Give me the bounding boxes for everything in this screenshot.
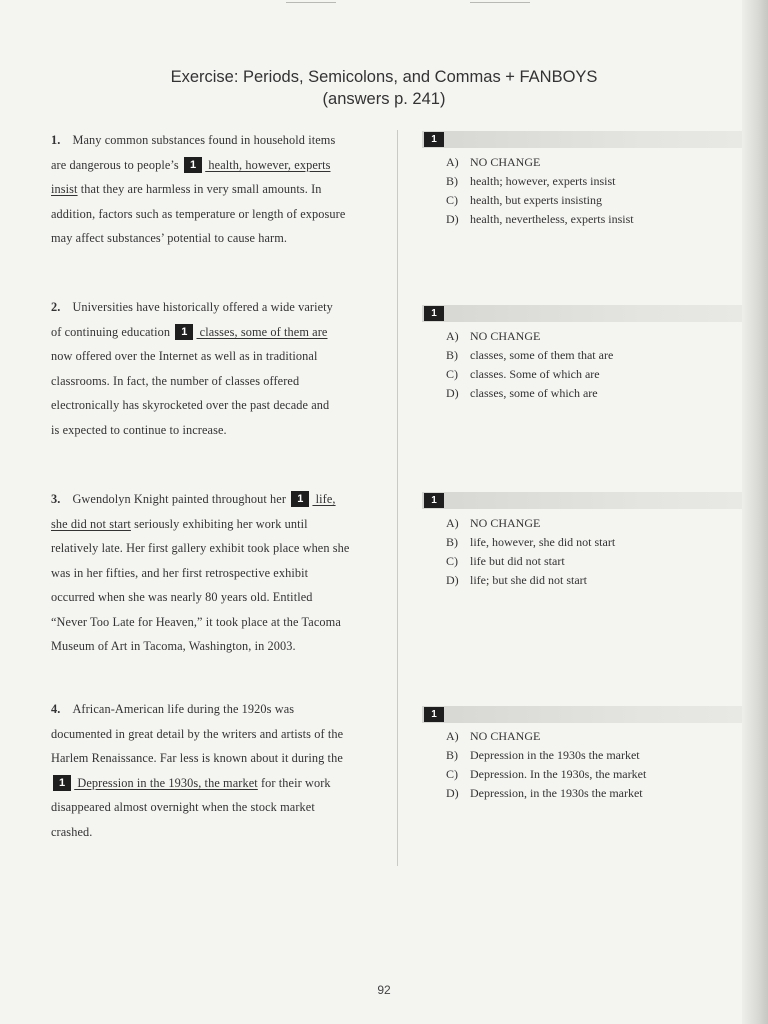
passage-line <box>51 369 381 394</box>
choice-letter: D) <box>446 573 459 587</box>
passage-text: Many common substances found in household items <box>72 133 336 147</box>
answer-choice[interactable] <box>446 191 736 210</box>
answer-choice[interactable] <box>446 552 736 571</box>
answer-header-bar <box>422 305 742 322</box>
page-title-line-1: Exercise: Periods, Semicolons, and Commas + FANBOYS <box>170 68 598 86</box>
choice-text: health, but experts insisting <box>470 193 602 207</box>
choice-letter: A) <box>446 155 459 169</box>
passage-line <box>51 202 381 227</box>
passage-line <box>51 487 381 512</box>
answer-choice[interactable] <box>446 533 736 552</box>
answer-choice[interactable] <box>446 727 736 746</box>
choice-letter: D) <box>446 786 459 800</box>
passage-line <box>51 128 381 153</box>
page-title-line-2: (answers p. 241) <box>322 90 446 108</box>
choice-text: classes, some of them that are <box>470 348 614 362</box>
answer-header-bar <box>422 131 742 148</box>
underlined-text: health, however, experts <box>205 157 331 172</box>
passage-text: Gwendolyn Knight painted throughout her <box>72 492 290 506</box>
passage-text: Universities have historically offered a wide variety <box>72 300 333 314</box>
underlined-text: she did not start <box>51 516 131 531</box>
top-divider-left <box>286 2 336 3</box>
answer-choice[interactable] <box>446 153 736 172</box>
choice-letter: B) <box>446 174 458 188</box>
answer-choice[interactable] <box>446 384 736 403</box>
choice-letter: B) <box>446 348 458 362</box>
choice-letter: C) <box>446 193 458 207</box>
page-edge-shadow <box>742 0 768 1024</box>
passage-line <box>51 536 381 561</box>
question-number: 3. <box>51 492 61 506</box>
passage-line <box>51 634 381 659</box>
answer-header-bar <box>422 492 742 509</box>
passage-text: addition, factors such as temperature or length of exposure <box>51 206 346 221</box>
choice-text: health; however, experts insist <box>470 174 616 188</box>
passage-text: disappeared almost overnight when the stock market <box>51 800 315 814</box>
passage-line <box>51 561 381 586</box>
answer-choice[interactable] <box>446 514 736 533</box>
passage-line <box>51 320 381 345</box>
choice-letter: A) <box>446 516 459 530</box>
passage-text: now offered over the Internet as well as in traditional <box>51 349 318 363</box>
choice-letter: C) <box>446 554 458 568</box>
passage-text: electronically has skyrocketed over the past decade and <box>51 398 330 412</box>
question-number: 2. <box>51 300 61 314</box>
choice-letter: A) <box>446 329 459 343</box>
choice-text: classes, some of which are <box>470 386 598 400</box>
choice-text: NO CHANGE <box>470 155 541 169</box>
passage-text: crashed. <box>51 824 93 839</box>
answer-choices <box>446 153 736 229</box>
question-marker: 1 <box>53 775 71 791</box>
passage-text: Museum of Art in Tacoma, Washington, in 2003. <box>51 639 296 653</box>
question-passage <box>51 128 381 251</box>
passage-line <box>51 610 381 635</box>
question-marker: 1 <box>291 491 309 507</box>
passage-text: is expected to continue to increase. <box>51 422 227 437</box>
underlined-text: life, <box>312 492 336 506</box>
passage-line <box>51 418 381 443</box>
choice-text: Depression. In the 1930s, the market <box>470 767 647 781</box>
choice-letter: D) <box>446 212 459 226</box>
passage-line <box>51 771 381 796</box>
passage-text: was in her fifties, and her first retrospective exhibit <box>51 565 309 580</box>
question-number: 1. <box>51 133 61 147</box>
underlined-text: Depression in the 1930s, the market <box>74 775 258 790</box>
choice-letter: A) <box>446 729 459 743</box>
passage-text: for their work <box>257 775 331 790</box>
passage-text: may affect substances’ potential to cause harm. <box>51 231 288 245</box>
passage-line <box>51 512 381 537</box>
answer-choice[interactable] <box>446 765 736 784</box>
question-passage <box>51 295 381 442</box>
passage-text: seriously exhibiting her work until <box>130 516 308 531</box>
passage-text: “Never Too Late for Heaven,” it took place at the Tacoma <box>51 614 341 629</box>
answer-choices <box>446 327 736 403</box>
passage-line <box>51 226 381 251</box>
answer-marker: 1 <box>424 306 444 321</box>
passage-line <box>51 697 381 722</box>
choice-letter: B) <box>446 748 458 762</box>
passage-text: relatively late. Her first gallery exhibit took place when she <box>51 541 350 555</box>
answer-choice[interactable] <box>446 327 736 346</box>
answer-marker: 1 <box>424 493 444 508</box>
answer-marker: 1 <box>424 707 444 722</box>
passage-line <box>51 795 381 820</box>
choice-letter: C) <box>446 767 458 781</box>
choice-text: life; but she did not start <box>470 573 587 587</box>
choice-text: life, however, she did not start <box>470 535 616 549</box>
answer-choices <box>446 727 736 803</box>
choice-text: classes. Some of which are <box>470 367 600 381</box>
answer-header-bar <box>422 706 742 723</box>
passage-text: classrooms. In fact, the number of classes offered <box>51 373 300 388</box>
passage-text: African-American life during the 1920s was <box>72 702 295 716</box>
answer-choice[interactable] <box>446 365 736 384</box>
choice-text: Depression, in the 1930s the market <box>470 786 643 800</box>
choice-text: NO CHANGE <box>470 729 541 743</box>
passage-line <box>51 177 381 202</box>
passage-line <box>51 295 381 320</box>
question-number: 4. <box>51 702 61 716</box>
passage-text: documented in great detail by the writers and artists of the <box>51 726 344 741</box>
passage-text: occurred when she was nearly 80 years old. Entitled <box>51 590 313 604</box>
underlined-text: classes, some of them are <box>196 324 328 339</box>
answer-choice[interactable] <box>446 172 736 191</box>
underlined-text: insist <box>51 182 78 196</box>
answer-marker: 1 <box>424 132 444 147</box>
choice-text: NO CHANGE <box>470 516 541 530</box>
answer-choices <box>446 514 736 590</box>
passage-text: Harlem Renaissance. Far less is known about it during the <box>51 751 343 765</box>
passage-line <box>51 585 381 610</box>
top-divider-right <box>470 2 530 3</box>
choice-letter: D) <box>446 386 459 400</box>
answer-choice[interactable] <box>446 571 736 590</box>
passage-line <box>51 746 381 771</box>
choice-text: health, nevertheless, experts insist <box>470 212 634 226</box>
passage-text: are dangerous to people’s <box>51 157 182 172</box>
column-divider <box>397 130 398 866</box>
passage-line <box>51 153 381 178</box>
choice-text: NO CHANGE <box>470 329 541 343</box>
passage-line <box>51 344 381 369</box>
answer-choice[interactable] <box>446 346 736 365</box>
passage-text: of continuing education <box>51 324 174 339</box>
choice-text: life but did not start <box>470 554 565 568</box>
choice-letter: C) <box>446 367 458 381</box>
passage-line <box>51 393 381 418</box>
question-passage <box>51 697 381 844</box>
question-marker: 1 <box>175 324 193 340</box>
passage-text: that they are harmless in very small amounts. In <box>77 182 322 196</box>
choice-text: Depression in the 1930s the market <box>470 748 640 762</box>
choice-letter: B) <box>446 535 458 549</box>
passage-line <box>51 722 381 747</box>
passage-line <box>51 820 381 845</box>
question-passage <box>51 487 381 659</box>
answer-choice[interactable] <box>446 784 736 803</box>
answer-choice[interactable] <box>446 210 736 229</box>
answer-choice[interactable] <box>446 746 736 765</box>
page-number: 92 <box>377 983 391 997</box>
question-marker: 1 <box>184 157 202 173</box>
